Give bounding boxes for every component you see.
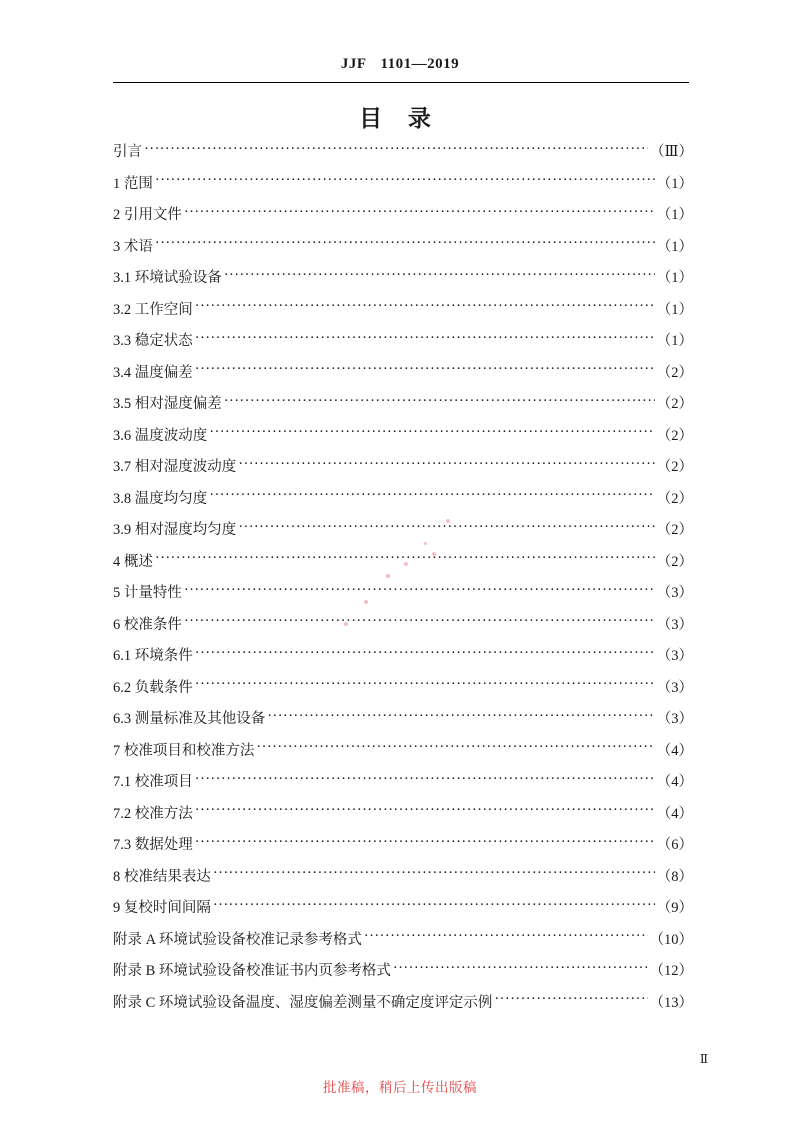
toc-entry-label: 6.1 环境条件 — [113, 648, 193, 664]
toc-entry[interactable] — [113, 394, 693, 426]
toc-entry-label: 3.4 温度偏差 — [113, 364, 193, 381]
toc-entry-page: （8） — [656, 868, 693, 885]
toc-entry[interactable] — [113, 174, 693, 206]
toc-entry[interactable] — [113, 426, 693, 458]
toc-leader — [155, 174, 655, 188]
toc-entry[interactable] — [113, 457, 693, 489]
toc-entry[interactable] — [113, 237, 693, 269]
toc-entry[interactable] — [113, 142, 693, 174]
toc-entry-page: （6） — [656, 837, 693, 853]
draft-watermark: 批准稿，稍后上传出版稿 — [323, 1080, 477, 1095]
toc-leader — [224, 394, 655, 408]
toc-entry[interactable] — [113, 489, 693, 521]
toc-entry[interactable] — [113, 646, 693, 678]
toc-leader — [256, 741, 654, 755]
toc-leader — [155, 237, 655, 251]
toc-leader — [144, 142, 648, 156]
toc-entry-label: 6.2 负载条件 — [113, 679, 193, 696]
toc-entry-page: （1） — [656, 207, 693, 223]
toc-entry-label: 附录 A 环境试验设备校准记录参考格式 — [113, 931, 362, 948]
toc-entry-label: 引言 — [113, 144, 142, 160]
toc-entry-label: 4 概述 — [113, 553, 153, 570]
toc-entry-page: （3） — [656, 585, 693, 601]
header-standard-number: 1101—2019 — [380, 56, 460, 72]
toc-leader — [238, 520, 655, 534]
toc-entry-label: 7.1 校准项目 — [113, 774, 193, 790]
toc-leader — [224, 268, 655, 282]
toc-entry[interactable] — [113, 331, 693, 363]
toc-leader — [184, 583, 655, 597]
toc-leader — [195, 772, 655, 786]
toc-entry-label: 3.7 相对湿度波动度 — [113, 459, 237, 475]
toc-entry-page: （1） — [656, 238, 693, 255]
toc-entry[interactable] — [113, 867, 693, 899]
toc-entry[interactable] — [113, 993, 693, 1025]
toc-entry-page: （12） — [649, 963, 693, 979]
toc-entry-page: （2） — [656, 364, 693, 381]
header-standard-code: JJF — [340, 56, 367, 72]
toc-entry[interactable] — [113, 835, 693, 867]
toc-leader — [195, 331, 655, 345]
toc-entry[interactable] — [113, 930, 693, 962]
toc-entry-label: 6 校准条件 — [113, 616, 182, 633]
toc-leader — [195, 804, 655, 818]
toc-entry-label: 7.3 数据处理 — [113, 837, 193, 853]
toc-leader — [195, 678, 655, 692]
toc-entry-page: （Ⅲ） — [650, 144, 693, 160]
toc-entry[interactable] — [113, 741, 693, 773]
toc-leader — [195, 363, 655, 377]
toc-entry-label: 3.3 稳定状态 — [113, 333, 193, 349]
toc-leader — [267, 709, 655, 723]
toc-entry-label: 3.6 温度波动度 — [113, 427, 208, 444]
toc-entry-page: （2） — [656, 427, 693, 444]
toc-entry-label: 附录 B 环境试验设备校准证书内页参考格式 — [113, 963, 391, 979]
toc-entry-page: （9） — [656, 900, 693, 916]
toc-entry[interactable] — [113, 678, 693, 710]
toc-entry-page: （3） — [656, 616, 693, 633]
toc-entry[interactable] — [113, 268, 693, 300]
toc-leader — [184, 615, 655, 629]
toc-entry-label: 3.8 温度均匀度 — [113, 490, 208, 507]
toc-leader — [195, 835, 655, 849]
toc-entry-page: （2） — [656, 522, 693, 538]
toc-entry[interactable] — [113, 552, 693, 584]
toc-entry[interactable] — [113, 898, 693, 930]
toc-entry-page: （1） — [656, 175, 693, 192]
toc-entry-page: （2） — [656, 553, 693, 570]
toc-entry-label: 2 引用文件 — [113, 207, 182, 223]
toc-leader — [393, 961, 648, 975]
toc-entry-label: 附录 C 环境试验设备温度、湿度偏差测量不确定度评定示例 — [113, 994, 493, 1011]
toc-leader — [209, 489, 655, 503]
toc-leader — [364, 930, 648, 944]
toc-entry[interactable] — [113, 583, 693, 615]
header-divider — [113, 82, 689, 83]
toc-entry-page: （2） — [656, 490, 693, 507]
toc-entry-page: （2） — [656, 459, 693, 475]
toc-leader — [209, 426, 655, 440]
toc-leader — [195, 646, 655, 660]
toc-entry-page: （3） — [656, 648, 693, 664]
toc-entry-page: （13） — [649, 994, 693, 1011]
toc-entry-label: 8 校准结果表达 — [113, 868, 211, 885]
toc-entry-page: （2） — [656, 396, 693, 412]
toc-entry-page: （3） — [656, 711, 693, 727]
toc-entry[interactable] — [113, 520, 693, 552]
toc-entry-label: 7.2 校准方法 — [113, 805, 193, 822]
toc-entry-page: （4） — [656, 742, 693, 759]
toc-entry[interactable] — [113, 205, 693, 237]
toc-entry-label: 5 计量特性 — [113, 585, 182, 601]
toc-leader — [238, 457, 655, 471]
toc-entry[interactable] — [113, 804, 693, 836]
toc-entry-label: 3 术语 — [113, 238, 153, 255]
toc-entry-page: （1） — [656, 333, 693, 349]
toc-entry-page: （4） — [656, 774, 693, 790]
toc-leader — [213, 898, 655, 912]
toc-leader — [494, 993, 647, 1007]
toc-entry-label: 3.2 工作空间 — [113, 301, 193, 318]
toc-entry[interactable] — [113, 363, 693, 395]
page-header — [0, 56, 800, 73]
toc-entry[interactable] — [113, 300, 693, 332]
toc-entry-page: （10） — [649, 931, 693, 948]
toc-entry-label: 3.9 相对湿度均匀度 — [113, 522, 237, 538]
toc-entry-page: （1） — [656, 270, 693, 286]
toc-leader — [184, 205, 655, 219]
toc-entry-page: （4） — [656, 805, 693, 822]
toc-entry-label: 3.5 相对湿度偏差 — [113, 396, 222, 412]
table-of-contents — [113, 142, 693, 1024]
toc-entry-label: 6.3 测量标准及其他设备 — [113, 711, 266, 727]
toc-leader — [213, 867, 655, 881]
toc-entry[interactable] — [113, 961, 693, 993]
toc-leader — [155, 552, 655, 566]
toc-entry-label: 1 范围 — [113, 175, 153, 192]
page-title: 目 录 — [359, 106, 441, 131]
toc-entry-page: （1） — [656, 301, 693, 318]
toc-entry[interactable] — [113, 772, 693, 804]
footer-page-number: Ⅱ — [699, 1052, 708, 1066]
toc-entry-label: 7 校准项目和校准方法 — [113, 742, 255, 759]
toc-entry[interactable] — [113, 709, 693, 741]
toc-entry-label: 9 复校时间间隔 — [113, 900, 211, 916]
toc-entry-label: 3.1 环境试验设备 — [113, 270, 222, 286]
toc-entry-page: （3） — [656, 679, 693, 696]
toc-entry[interactable] — [113, 615, 693, 647]
toc-leader — [195, 300, 655, 314]
